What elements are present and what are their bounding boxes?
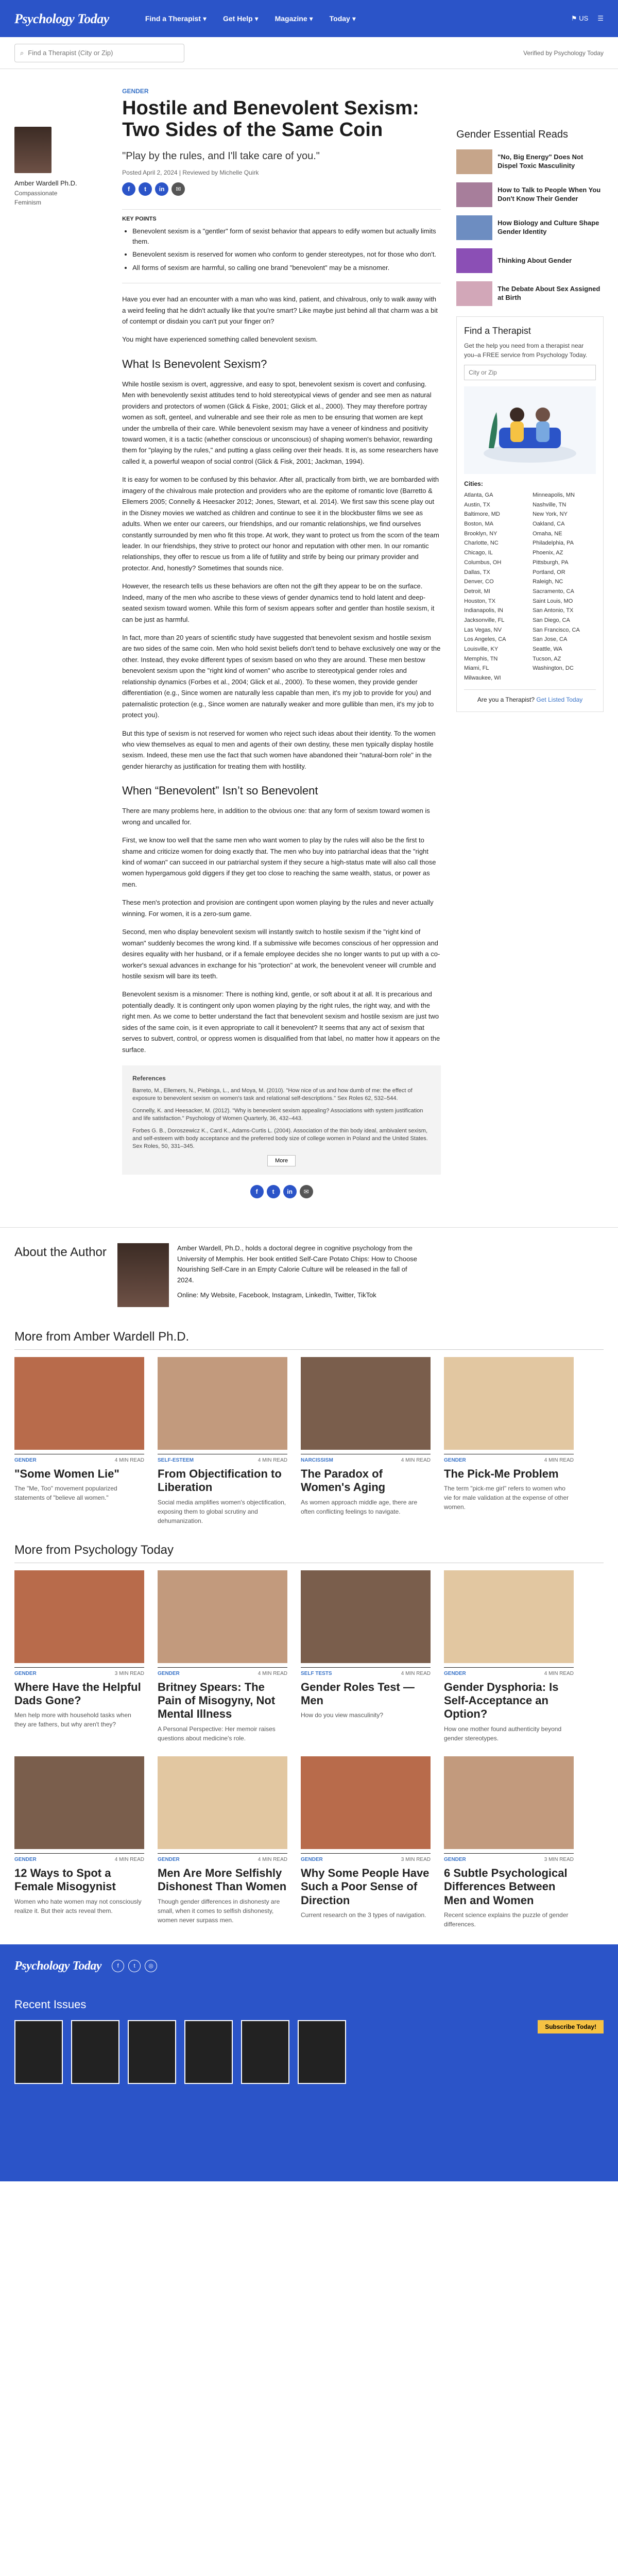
chevron-down-icon: ▾ [254,14,259,23]
pt-cards-row-1 [0,1570,618,1743]
city-link[interactable]: Raleigh, NC [533,579,563,585]
reference: Barreto, M., Ellemers, N., Piebinga, L., and Moya, M. (2010). "How nice of us and how dumb of me: the effect of exposure to benevolent sexism on women's task and relational self-descriptions." Sex Roles 62, 532–544. [132,1088,413,1102]
linkedin-icon[interactable]: in [283,1185,297,1198]
widget-desc: Get the help you need from a therapist near you–a FREE service from Psychology Today. [464,342,588,359]
card-read-time: 4 MIN READ [258,1457,287,1463]
footer [0,1944,618,2181]
card-image[interactable] [158,1756,287,1849]
card-desc: The "Me, Too" movement popularized statements of "believe all women." [14,1485,117,1502]
essential-read[interactable]: How Biology and Culture Shape Gender Identity [456,215,604,240]
more-from-pt-title: More from Psychology Today [14,1541,604,1563]
card-read-time: 4 MIN READ [544,1457,574,1463]
card-category[interactable]: SELF-ESTEEM [158,1457,194,1463]
card-read-time: 4 MIN READ [258,1856,287,1862]
card-title[interactable]: Gender Roles Test — Men [301,1680,415,1707]
card-title[interactable]: "Some Women Lie" [14,1467,119,1480]
author-tag[interactable]: Feminism [14,198,42,206]
are-you-therapist: Are you a Therapist? Get Listed Today [464,689,596,704]
card-meta [14,1454,144,1464]
paragraph: Benevolent sexism is a misnomer: There is nothing kind, gentle, or soft about it at all. It is precarious and potentially deadly. It is contingent only upon women playing by the right rules, the right way, and with the right men. As we come to better understand the fact that benevolent sexism and hostile sexism are just two sides of the same coin, is it even appropriate to call it benevolent? It seems that any act of sexism that serves to subvert, control, or oppress women is disqualified from that label, no matter how it appears on the surface. [122,990,440,1054]
card-desc: As women approach middle age, there are often conflicting feelings to navigate. [301,1498,418,1515]
card-read-time: 3 MIN READ [114,1670,144,1676]
card-category[interactable]: GENDER [158,1670,180,1676]
more-from-author-title: More from Amber Wardell Ph.D. [14,1328,604,1350]
city-link[interactable]: Milwaukee, WI [464,675,501,682]
author-bio: Amber Wardell, Ph.D., holds a doctoral degree in cognitive psychology from the University of Memphis. Her book entitled Self-Care Potato Chips: How to Choose Nourishing Self-Care in an Empty Calorie Culture will be released in the fall of 2024. [177,1244,418,1284]
card-desc: Women who hate women may not consciously realize it. But their acts reveal them. [14,1897,142,1914]
thumbnail [456,281,492,306]
city-link[interactable]: Oakland, CA [533,521,565,528]
key-point: • Benevolent sexism is reserved for women who conform to gender stereotypes, not for those who don't. [132,249,441,260]
author-cards [0,1357,618,1526]
card-image[interactable] [14,1756,144,1849]
city-link[interactable]: Minneapolis, MN [533,492,575,498]
city-link[interactable]: Washington, DC [533,665,574,672]
card-meta [158,1667,287,1677]
verified-text: Verified by Psychology Today [523,49,604,57]
city-link[interactable]: Columbus, OH [464,559,502,566]
article-card[interactable] [301,1570,431,1743]
city-link[interactable]: Charlotte, NC [464,540,499,547]
card-desc: How one mother found authenticity beyond gender stereotypes. [444,1725,562,1742]
city-link[interactable]: Saint Louis, MO [533,598,573,604]
card-read-time: 3 MIN READ [544,1856,574,1862]
article-card[interactable] [158,1756,287,1929]
card-category[interactable]: GENDER [444,1856,466,1862]
page-layout [0,69,618,1212]
chevron-down-icon: ▾ [352,14,356,23]
card-category[interactable]: GENDER [301,1856,323,1862]
city-link[interactable]: Jacksonville, FL [464,617,505,623]
nav-magazine[interactable]: Magazine ▾ [275,13,313,24]
card-title[interactable]: The Pick-Me Problem [444,1467,559,1480]
card-title[interactable]: Men Are More Selfishly Dishonest Than Women [158,1866,287,1893]
key-point: • Benevolent sexism is a "gentler" form of sexist behavior that appears to edify women but actually limits them. [132,226,441,246]
city-link[interactable]: Las Vegas, NV [464,626,502,633]
card-meta [301,1454,431,1464]
city-link[interactable]: Indianapolis, IN [464,607,503,614]
card-title[interactable]: 6 Subtle Psychological Differences Between Men and Women [444,1866,568,1907]
city-link[interactable]: San Francisco, CA [533,626,580,633]
city-link[interactable]: Detroit, MI [464,588,490,595]
city-link[interactable]: Denver, CO [464,579,494,585]
card-category[interactable]: GENDER [444,1670,466,1676]
therapist-search[interactable] [14,44,184,62]
nav-get-help[interactable]: Get Help ▾ [223,13,259,24]
references-title: References [132,1075,166,1082]
share-buttons-bottom [122,1185,441,1198]
city-link[interactable]: Los Angeles, CA [464,636,506,643]
card-image[interactable] [158,1357,287,1450]
city-link[interactable]: Seattle, WA [533,646,562,652]
city-link[interactable]: Sacramento, CA [533,588,574,595]
card-title[interactable]: Britney Spears: The Pain of Misogyny, Not Mental Illness [158,1680,276,1721]
main-nav [145,13,356,24]
city-link[interactable]: Pittsburgh, PA [533,559,569,566]
paragraph: There are many problems here, in addition to the obvious one: that any form of sexism toward women is wrong and uncalled for. [122,807,430,826]
twitter-icon[interactable]: t [267,1185,280,1198]
card-desc: A Personal Perspective: Her memoir raises questions about medicine's role. [158,1725,276,1742]
footer-social [112,1960,157,1972]
article-card[interactable] [158,1570,287,1743]
card-category[interactable]: GENDER [14,1670,37,1676]
region-selector[interactable]: ⚑ US [571,14,589,23]
card-read-time: 4 MIN READ [114,1457,144,1463]
city-link[interactable]: Brooklyn, NY [464,530,497,537]
references [122,1065,441,1175]
card-image[interactable] [301,1357,431,1450]
article-meta: Posted April 2, 2024 | Reviewed by Michelle Quirk [122,168,259,176]
essential-read[interactable]: "No, Big Energy" Does Not Dispel Toxic Masculinity [456,149,604,174]
card-desc: Social media amplifies women's objectification, exposing them to global scrutiny and dehumanization. [158,1498,286,1524]
card-image[interactable] [444,1357,574,1450]
magazine-cover[interactable] [184,2020,233,2084]
article-card[interactable] [301,1357,431,1526]
card-desc: Men help more with household tasks when they are fathers, but why aren't they? [14,1711,131,1728]
sidebar [456,69,604,1212]
city-link[interactable]: Memphis, TN [464,655,498,662]
card-read-time: 4 MIN READ [114,1856,144,1862]
email-icon[interactable]: ✉ [300,1185,313,1198]
card-image[interactable] [301,1756,431,1849]
magazine-cover[interactable] [241,2020,289,2084]
subscribe-button[interactable]: Subscribe Today! [538,2020,604,2033]
city-link[interactable]: Houston, TX [464,598,496,604]
thumbnail [456,215,492,240]
city-link[interactable]: Chicago, IL [464,550,493,556]
article-card[interactable] [14,1570,144,1743]
essential-read[interactable]: The Debate About Sex Assigned at Birth [456,281,604,306]
about-author [0,1227,618,1312]
city-link[interactable]: Omaha, NE [533,530,562,537]
city-link[interactable]: Miami, FL [464,665,489,672]
thumbnail [456,248,492,273]
author-tag[interactable]: Compassionate [14,189,58,197]
more-references-button[interactable]: More [267,1155,296,1166]
card-category[interactable]: GENDER [14,1856,37,1862]
email-icon[interactable]: ✉ [171,182,185,196]
card-category[interactable]: GENDER [158,1856,180,1862]
facebook-icon[interactable]: f [112,1960,124,1972]
article-category[interactable]: GENDER [122,88,149,95]
city-link [533,673,596,683]
essential-read[interactable]: How to Talk to People When You Don't Know Their Gender [456,182,604,207]
article-card[interactable] [444,1756,574,1929]
recent-issues [14,2020,346,2084]
city-link[interactable]: Atlanta, GA [464,492,493,498]
thumbnail [456,182,492,207]
facebook-icon[interactable]: f [250,1185,264,1198]
article-card[interactable] [444,1570,574,1743]
city-link[interactable]: Baltimore, MD [464,511,500,518]
find-therapist-widget [456,316,604,712]
search-bar [0,37,618,69]
therapy-illustration [464,386,596,474]
article-headline: Hostile and Benevolent Sexism: Two Sides of the Same Coin [122,97,419,141]
card-image[interactable] [14,1357,144,1450]
instagram-icon[interactable]: ◎ [145,1960,157,1972]
article-card[interactable] [301,1756,431,1929]
city-link[interactable]: New York, NY [533,511,568,518]
card-title[interactable]: The Paradox of Women's Aging [301,1467,386,1494]
twitter-icon[interactable]: t [128,1960,141,1972]
share-buttons [122,182,441,196]
paragraph: But this type of sexism is not reserved for women who reject such ideas about their identity. To the women who view themselves as equal to men and agents of their own destiny, these men typically display hostile sexism. Indeed, these men use the fact that such women have abandoned their "natural-born role" in the gender hierarchy as justification for treating them with hostility. [122,729,436,770]
sidebar-title: Gender Essential Reads [456,129,568,140]
essential-read[interactable]: Thinking About Gender [456,248,604,273]
section-heading: What Is Benevolent Sexism? [122,357,267,370]
city-link[interactable]: San Diego, CA [533,617,570,623]
card-image[interactable] [444,1756,574,1849]
nav-right [571,13,604,24]
key-point: • All forms of sexism are harmful, so calling one brand "benevolent" may be a misnomer. [132,263,441,273]
card-title[interactable]: Why Some People Have Such a Poor Sense of Direction [301,1866,430,1907]
card-image[interactable] [444,1570,574,1663]
city-link[interactable]: San Antonio, TX [533,607,574,614]
card-read-time: 4 MIN READ [401,1457,431,1463]
card-read-time: 4 MIN READ [401,1670,431,1676]
twitter-icon[interactable]: t [139,182,152,196]
nav-today[interactable]: Today ▾ [330,13,356,24]
key-points [122,209,441,284]
author-bio-block [177,1243,419,1307]
city-zip-input[interactable] [464,365,596,380]
section-heading: When “Benevolent” Isn’t so Benevolent [122,784,318,798]
cities-list [464,490,596,683]
author-online-links[interactable]: Online: My Website, Facebook, Instagram, LinkedIn, Twitter, TikTok [177,1291,376,1299]
chevron-down-icon: ▾ [309,14,313,23]
paragraph: While hostile sexism is overt, aggressive, and easy to spot, benevolent sexism is covert and confusing. Men with benevolently sexist attitudes tend to hold stereotypical views of gender and see men as natural providers and protectors of women (Glick & Fiske, 2001; Glick et al., 2000). They may therefore portray women as soft, genteel, and vulnerable and see their role as men to be ensuring that women are kept under the umbrella of their care. While benevolent sexism may have a veneer of kindness and positivity toward women, it is a tactic (whether conscious or unconscious) of shaping women's behavior, rewarding them for "playing by the rules," and putting a glass ceiling over their heads. It is, as some researchers have called it, a powerful weapon of social control (Glick & Fisk, 2001; Jackman, 1994). [122,380,439,465]
card-category[interactable]: SELF TESTS [301,1670,332,1676]
linkedin-icon[interactable]: in [155,182,168,196]
card-category[interactable]: GENDER [14,1457,37,1463]
card-meta [444,1667,574,1677]
cities-title: Cities: [464,480,483,487]
city-link[interactable]: Dallas, TX [464,569,490,575]
article [116,69,441,1212]
author-photo[interactable] [117,1243,169,1307]
top-navbar [0,0,618,37]
paragraph: However, the research tells us these behaviors are often not the gift they appear to be on the surface. Indeed, many of the men who ascribe to these views of gender dynamics tend to hold latent and deep-seated sexism toward women. While this form of sexism appears softer and gentler than hostile sexism, it can be just as harmful. [122,582,435,623]
paragraph: You might have experienced something called benevolent sexism. [122,335,318,344]
card-desc: Though gender differences in dishonesty are small, when it comes to selfish dishonesty, women never surpass men. [158,1897,280,1924]
about-title: About the Author [14,1245,107,1259]
article-card[interactable] [14,1756,144,1929]
card-meta [14,1667,144,1677]
card-category[interactable]: GENDER [444,1457,466,1463]
pt-cards-row-2 [0,1756,618,1929]
city-link[interactable]: Boston, MA [464,521,494,528]
city-link[interactable]: Phoenix, AZ [533,550,563,556]
card-image[interactable] [158,1570,287,1663]
card-meta [444,1853,574,1863]
card-title[interactable]: Gender Dysphoria: Is Self-Acceptance an Option? [444,1680,559,1721]
card-read-time: 4 MIN READ [544,1670,574,1676]
article-card[interactable] [158,1357,287,1526]
card-desc: The term "pick-me girl" refers to women who vie for male validation at the expense of other women. [444,1485,569,1511]
author-photo[interactable] [14,127,52,173]
card-title[interactable]: From Objectification to Liberation [158,1467,282,1494]
author-name[interactable]: Amber Wardell Ph.D. [14,179,77,187]
get-listed-link[interactable]: Get Listed Today [536,696,583,703]
card-read-time: 4 MIN READ [258,1670,287,1676]
paragraph: First, we know too well that the same men who want women to play by the rules will also be the first to shame and criticize women for doing exactly that. The men who buy into patriarchal ideas that the "right kind of woman" can succeed in our patriarchal system if they secure a high-status mate will also call those women hypergamous gold diggers if they get too close to reaching the same wealth, status, or power as men. [122,836,436,888]
article-card[interactable] [14,1357,144,1526]
therapist-search-input[interactable] [28,49,179,57]
card-read-time: 3 MIN READ [401,1856,431,1862]
magazine-cover[interactable] [128,2020,176,2084]
city-link[interactable]: San Jose, CA [533,636,568,643]
menu-icon[interactable]: ☰ [597,14,604,23]
card-desc: Current research on the 3 types of navigation. [301,1911,426,1919]
reference: Connelly, K. and Heesacker, M. (2012). "Why is benevolent sexism appealing? Associations with system justification and life satisfaction." Psychology of Women Quarterly, 36, 432–443. [132,1107,423,1122]
city-link[interactable]: Louisville, KY [464,646,499,652]
card-desc: How do you view masculinity? [301,1711,384,1719]
reference: Forbes G. B., Doroszewicz K., Card K., Adams-Curtis L. (2004). Association of the thin body ideal, ambivalent sexism, and self-esteem with body acceptance and the preferred body size of college women in Poland and the United States. Sex Roles, 50, 331–345. [132,1127,428,1150]
article-subhead: "Play by the rules, and I'll take care of you." [122,150,320,162]
card-meta [301,1853,431,1863]
card-image[interactable] [301,1570,431,1663]
magazine-cover[interactable] [71,2020,119,2084]
facebook-icon[interactable]: f [122,182,135,196]
card-meta [444,1454,574,1464]
city-link[interactable]: Portland, OR [533,569,565,575]
magazine-cover[interactable] [298,2020,346,2084]
paragraph: It is easy for women to be confused by this behavior. After all, practically from birth, we are bombarded with imagery of the chivalrous male protection and providers who are the epitome of romantic love (Barretto & Ellemers 2005; Connelly & Heesacker 2012; Jones, Stewart, et al. 2014). We first saw this scene play out in the Disney movies we watched as children and continue to see it in the blockbuster films we see as adults. When we enter our careers, our friendships, and our romantic relationships, we find ourselves constantly surrounded by men who fit this trope. At work, they want to protect us from the scorn of the team leader. In our friendships, they strive to protect our honor and reputation with other men. In our romantic relationships, they offer to rescue us from a life of futility and strife by being our primary provider and protector. And, honestly? Sometimes that sounds nice. [122,476,439,572]
article-card[interactable] [444,1357,574,1526]
city-link[interactable]: Philadelphia, PA [533,540,574,547]
widget-title: Find a Therapist [464,326,531,336]
card-meta [14,1853,144,1863]
card-meta [301,1667,431,1677]
card-title[interactable]: Where Have the Helpful Dads Gone? [14,1680,141,1707]
card-meta [158,1454,287,1464]
paragraph: In fact, more than 20 years of scientific study have suggested that benevolent sexism and hostile sexism are two sides of the same coin. Men who hold sexist beliefs don't tend to behave exclusively one way or the other. Instead, they evoke different types of sexism based on who they are around. These men bestow benevolent sexism upon the "right kind of women" who ascribe to stereotypical gender roles and relationship dynamics (Forbes et al., 2004; Glick et al., 2000). To these women, they provide gender differentiation (e.g., Since women are naturally less capable than men, it's my job to provide for you) and paternalistic protection (e.g., Since women are naturally weaker and more gullible than men, it's my job to protect you). [122,634,441,719]
card-meta [158,1853,287,1863]
paragraph: Second, men who display benevolent sexism will instantly switch to hostile sexism if the "right kind of woman" suddenly becomes the wrong kind. If a submissive wife becomes conscious of her oppression and desires equality with her husband, or if a female employee decides she no longer wants to put up with a co-worker's sexual advances in exchange for his "protection" at work, the benevolent veneer will crumble and hostile sexism will bare its teeth. [122,928,440,980]
site-logo[interactable]: Psychology Today [14,11,109,26]
card-desc: Recent science explains the puzzle of gender differences. [444,1911,569,1928]
chevron-down-icon: ▾ [202,14,207,23]
key-points-title: KEY POINTS [122,215,157,222]
paragraph: Have you ever had an encounter with a man who was kind, patient, and chivalrous, only to walk away with a weird feeling that he didn't actually like that you're smart? Like maybe just behind all that charm was a bit of contempt or disdain you can't put your finger on? [122,295,438,325]
city-link[interactable]: Nashville, TN [533,501,566,508]
city-link[interactable]: Tucson, AZ [533,655,561,662]
card-image[interactable] [14,1570,144,1663]
footer-logo[interactable]: Psychology Today [14,1959,102,1973]
thumbnail [456,149,492,174]
recent-issues-title: Recent Issues [14,1997,87,2011]
magazine-cover[interactable] [14,2020,63,2084]
card-title[interactable]: 12 Ways to Spot a Female Misogynist [14,1866,116,1893]
card-category[interactable]: NARCISSISM [301,1457,333,1463]
paragraph: These men's protection and provision are contingent upon women playing by the rules and never actually winning. For women, it is a zero-sum game. [122,899,434,918]
city-link[interactable]: Austin, TX [464,501,490,508]
nav-find-therapist[interactable]: Find a Therapist ▾ [145,13,207,24]
author-column [14,69,116,1212]
search-icon: ⌕ [20,48,24,57]
